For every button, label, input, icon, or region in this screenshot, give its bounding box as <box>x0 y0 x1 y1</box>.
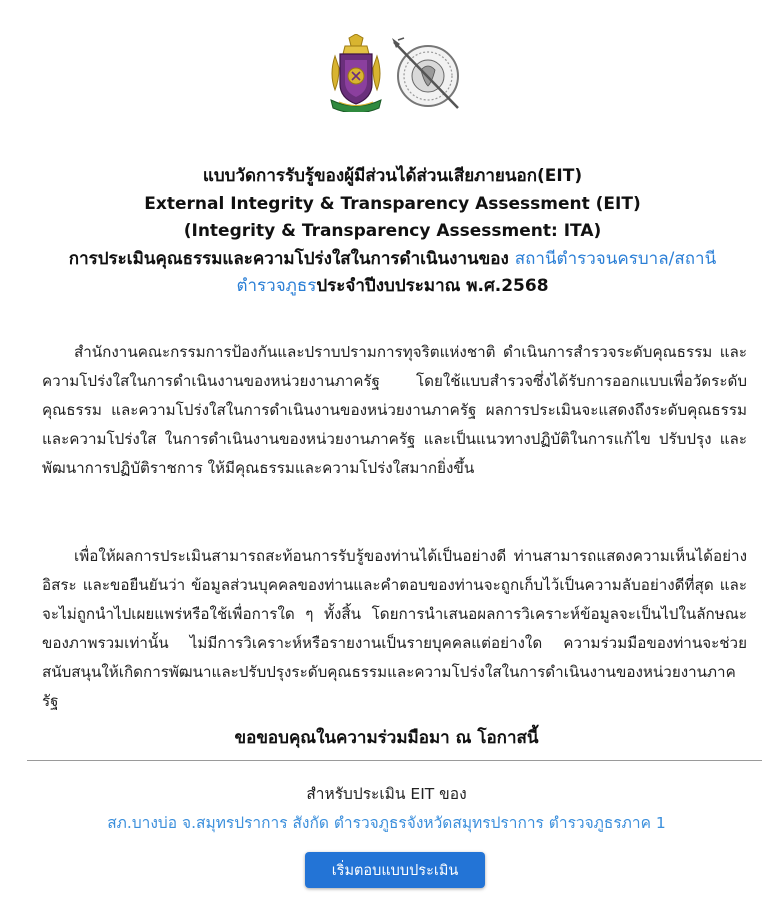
logo-bar <box>0 34 773 114</box>
privacy-paragraph: เพื่อให้ผลการประเมินสามารถสะท้อนการรับรู้ของท่านได้เป็นอย่างดี ท่านสามารถแสดงความเห็นได้อย่างอิสระ และขอยืนยันว่า ข้อมูลส่วนบุคคลของท่านและคำตอบของท่านจะถูกเก็บไว้เป็นความลับอย่างดีที่สุด และจะไม่ถูกนำไปเผยแพร่หรือใช้เพื่อการใด ๆ ทั้งสิ้น โดยการนำเสนอผลการวิเคราะห์ข้อมูลจะเป็นไปในลักษณะของภาพรวมเท่านั้น ไม่มีการวิเคราะห์หรือรายงานเป็นรายบุคคลแต่อย่างใด ความร่วมมือของท่านจะช่วยสนับสนุนให้เกิดการพัฒนาและปรับปรุงระดับคุณธรรมและความโปร่งใสในการดำเนินงานของหน่วยงานภาครัฐ <box>42 547 747 711</box>
org-type-part1: สถานีตำรวจนครบาล/สถานี <box>514 248 717 269</box>
fiscal-year: ประจำปีงบประมาณ พ.ศ.2568 <box>316 276 549 296</box>
intro-paragraph: สำนักงานคณะกรรมการป้องกันและปราบปรามการทุจริตแห่งชาติ ดำเนินการสำรวจระดับคุณธรรม และความโปร่งใสในการดำเนินงานของหน่วยงานภาครัฐ โดยใช้แบบสำรวจซึ่งได้รับการออกแบบเพื่อวัดระดับคุณธรรม และความโปร่งใสในการดำเนินงานของหน่วยงานภาครัฐ ผลการประเมินจะแสดงถึงระดับคุณธรรมและความโปร่งใส ในการดำเนินงานของหน่วยงานภาครัฐ และเป็นแนวทางปฏิบัติในการแก้ไข ปรับปรุง และพัฒนาการปฏิบัติราชการ ให้มีคุณธรรมและความโปร่งใสมากยิ่งขึ้น <box>42 343 747 478</box>
divider <box>27 760 762 761</box>
org-type-part2: ตำรวจภูธร <box>236 276 317 296</box>
assessment-line-1 <box>20 246 765 274</box>
subtitle-english: (Integrity & Transparency Assessment: ITA) <box>183 221 602 241</box>
police-emblem-icon <box>327 34 385 112</box>
start-assessment-button[interactable]: เริ่มตอบแบบประเมิน <box>305 852 485 888</box>
station-name: สภ.บางบ่อ จ.สมุทรปราการ สังกัด ตำรวจภูธรจังหวัดสมุทรปราการ ตำรวจภูธรภาค 1 <box>107 814 666 832</box>
assessment-line-2 <box>20 273 765 301</box>
for-label: สำหรับประเมิน EIT ของ <box>306 785 467 803</box>
title-english: External Integrity & Transparency Assessment (EIT) <box>144 193 641 214</box>
title-thai: แบบวัดการรับรู้ของผู้มีส่วนได้ส่วนเสียภายนอก(EIT) <box>202 166 583 186</box>
agency-seal-icon <box>388 34 464 114</box>
assessment-heading <box>20 163 765 301</box>
thanks-text: ขอขอบคุณในความร่วมมือมา ณ โอกาสนี้ <box>234 728 539 748</box>
assessment-prefix: การประเมินคุณธรรมและความโปร่งใสในการดำเนินงานของ <box>68 248 515 269</box>
